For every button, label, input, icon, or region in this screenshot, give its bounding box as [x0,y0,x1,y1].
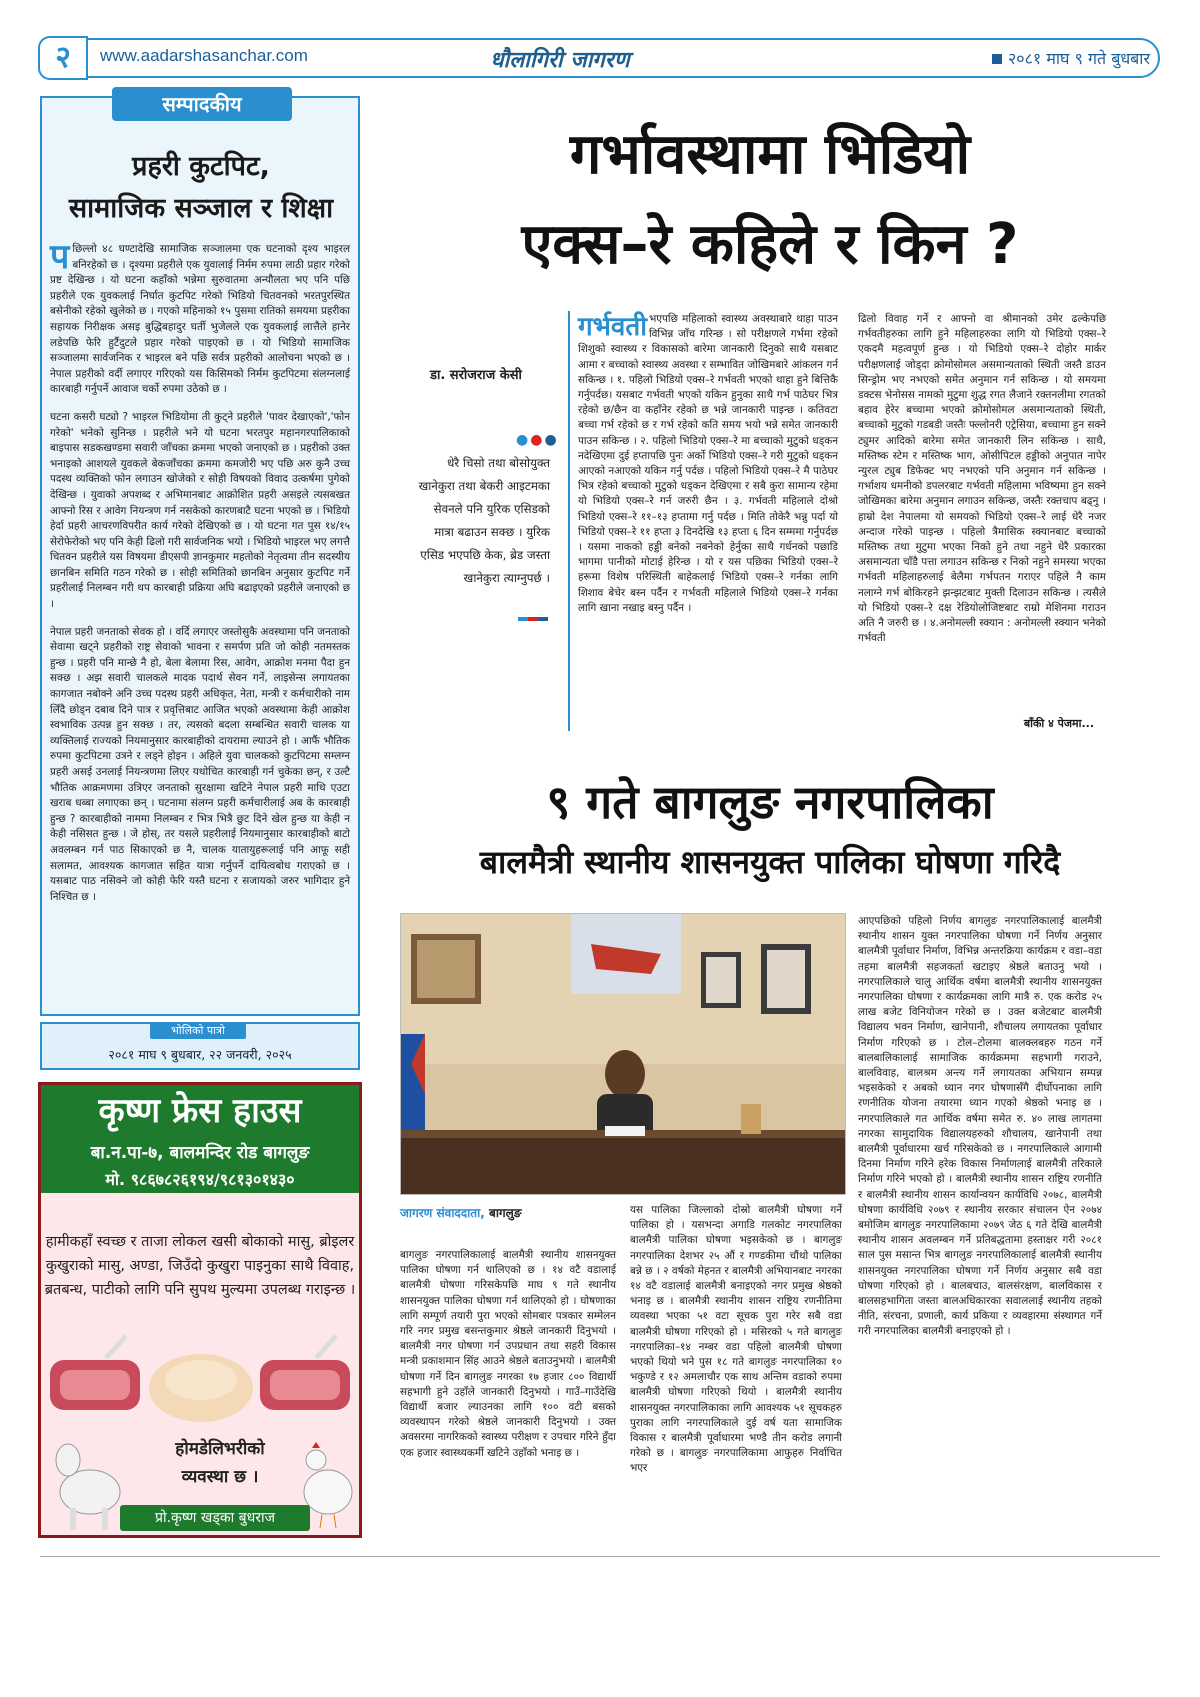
editorial-para-2: घटना कसरी घट्यो ? भाइरल भिडियोमा ती कुट्ने प्रहरीले 'पावर देखाएको','फोन गरेको' भनेको सुनिन्छ । प्रहरीले भने यो घटना भरतपुर महानगरपालिकाको बाइपास सडकखण्डमा सवारी जाँचका क्रममा भएको जनाएको छ । प्रहरीको उक्त भनाइको आशयले युवकले बेकजाँचका क्रममा कमजोरी भए पछि अरु कुनै उच्च पदस्थ व्यक्तिको फोन लगाउन खोजेको र सोही विषयको विवाद उत्कर्षमा पुगेको देखिन्छ । युवाको अपशब्द र अभिमानबाट आक्रोशित प्रहरी असइले त्यसबखत आफ्नो रिस र आवेग नियन्त्रण गर्न नसकेको कारणबाटै घटना भएको छ । भिडियो हेर्दा प्रहरी आचरणविपरीत कार्य गरेको देखिएको छ । यो घटना गत पुस १४/१५ सेरोफेरोको भए पनि केही ढिलो गरी सार्वजनिक भयो । भिडियो भाइरल भए लगत्तै चितवन प्रहरीले यस विषयमा डीएसपी ज्ञानकुमार महतोको नेतृत्वमा तीन सदस्यीय छानबिन समिति गठन गरेको छ । सोही समितिको छानबिन अनुसार कुटपिट गर्ने प्रहरीलाई निलम्बन गरी थप कारबाही प्रक्रिया अघि बढाइएको प्रहरीले जनाएको छ । [50,410,350,611]
article2-subheadline: बालमैत्री स्थानीय शासनयुक्त पालिका घोषणा गरिदै [479,843,1061,881]
footer-rule [40,1556,1160,1557]
ad-service-line1: होमडेलिभरीको [175,1439,265,1459]
goat-image [46,1430,126,1534]
continued-link[interactable]: बाँकी ४ पेजमा... [1023,717,1094,730]
calendar-tag: भोलिको पात्रो [150,1023,246,1039]
article1-pullquote: धेरै चिसो तथा बोसोयुक्त खानेकुरा तथा बेकरी आइटमका सेवनले पनि युरिक एसिडको मात्रा बढाउन सक्छ । युरिक एसिड भएपछि केक, ब्रेड जस्ता खानेकुरा त्याग्नुपर्छ । [418,456,550,585]
article2-headline: ९ गते बागलुङ नगरपालिका [546,775,994,829]
page-number: २ [38,36,88,80]
article1-author: डा. सरोजराज केसी [430,368,522,383]
article1-column-1 [578,312,838,616]
ad-address: बा.न.पा-७, बालमन्दिर रोड बागलुङ [90,1143,310,1163]
meat-products-image [46,1330,354,1430]
calendar-text: २०८१ माघ ९ बुधबार, २२ जनवरी, २०२५ [108,1047,292,1062]
article2-column-1: बागलुङ नगरपालिकालाई बालमैत्री स्थानीय शासनयुक्त पालिका घोषणा गर्न थालिएको छ । १४ वटै वडालाई बालमैत्री घोषणा गरिसकेपछि माघ ९ गते स्थानीय शासनयुक्त पालिका घोषणा गर्न थालिएको हो । घोषणाका लागि सम्पूर्ण तयारी पुरा भएको सोमबार पत्रकार सम्मेलन गरि नगर प्रमुख बसन्तकुमार श्रेष्ठले जानकारी दिनुभयो । बालमैत्री नगर घोषणा गर्न उपप्रधान तथा सहरी विकास मन्त्री प्रकाशमान सिंह आउने श्रेष्ठले बताउनुभयो । बालमैत्री घोषणा गर्ने दिन बागलुङ नगरका १७ हजार ८०० विद्यार्थी सहभागी हुने उहाँले जानकारी दिनुभयो । गाउँ–गाउँदेखि विद्यार्थी बजार ल्याउनका लागि १०० वटी बसको व्यवस्थापन गरेको श्रेष्ठले जानकारी दिनुभयो । उक्त अवसरमा नागरिकको स्वास्थ्य परीक्षण र उपचार गरिने हुँदा एक हजार स्वास्थ्यकर्मी खटिने उहाँको भनाइ छ । [400,1249,616,1459]
editorial-body [50,237,350,917]
header-date-text: २०८१ माघ ९ गते बुधबार [1007,49,1150,68]
article1-headline-line1: गर्भावस्थामा भिडियो [569,122,971,187]
editorial-tag: सम्पादकीय [112,87,292,121]
editorial-para-1 [50,237,350,398]
article2-photo [400,913,846,1195]
ad-owner: प्रो.कृष्ण खड्का बुधराज [120,1505,310,1531]
ad-shop-name: कृष्ण फ्रेस हाउस [98,1091,302,1131]
dropcap: प [50,237,70,277]
correspondent-place: बागलुङ [488,1206,522,1220]
article1-headline-line2: एक्स–रे कहिले र किन ? [521,212,1019,277]
ad-description: हामीकहाँ स्वच्छ र ताजा लोकल खसी बोकाको मासु, ब्रोइलर कुखुराको मासु, अण्डा, जिउँदो कुखुरा पाइनुका साथै विवाह, ब्रतबन्ध, पाटीको लागि पनि सुपथ मुल्यमा उपलब्ध गराइन्छ । [44,1234,356,1298]
website-url[interactable]: www.aadarshasanchar.com [100,46,308,65]
article1-column-2: ढिलो विवाह गर्ने र आफ्नो वा श्रीमानको उमेर ढल्केपछि गर्भवतीहरुका लागि हुने महिलाहरुका लागि यो भिडियो एक्स–रे एकदमै महत्वपूर्ण हुन्छ । यो भिडियो एक्स–रे दोहोर मार्कर परीक्षणलाई जोड्दा क्रोमोसोमल असमान्यताको स्थिती जस्तै डाउन सिन्ड्रोम भए नभएको समेत अनुमान गर्न सकिन्छ । यो समयमा डक्टस भेनोसस नामको मुटुमा शुद्ध रगत लैजाने रक्तनलीमा रगतको बहाव हेरेर बच्चामा भएको क्रोमोसोमल असमान्यताको स्थिती, बच्चाको मुटुको गडबडी जस्तैः फ्ल्लोनरी एट्रेसिया, बच्चामा हुन सक्ने ट्युमर आदिको बारेमा समेत जानकारी लिन सकिन्छ । साथै, मस्तिष्क स्टेम र मस्तिष्क भाग, ओसीपिटल हड्डीको अनुपात नापेर न्युरल ट्युब डिफेक्ट भए नभएको पनि अनुमान गर्न सकिन्छ । गर्भाशय धमनीको डपलरबाट गर्भवती महिलामा भविष्यमा हुन सक्ने जोखिमका बारेमा अनुमान लगाउन सकिन्छ, जस्तैः रक्तचाप बढ्नु । हाम्रो देश नेपालमा यो समयको भिडियो एक्स–रे लाई धेरै नजर अन्दाज गरेको पाइन्छ । पहिलो त्रैमासिक स्क्यानबाट बच्चाको मस्तिष्क तथा मुटुमा भएका निको हुने तथा नहुने धेरै प्रकारका असमान्यता चाँडै पत्ता लगाउन सकिन्छ र निको नहुने समस्या भएका गर्भवती महिलाहरुलाई बेलैमा गर्भपतन गराएर पहिले नै काम नलाग्ने गर्भ बोकिरहने झन्झटबाट मुक्ती दिलाउन सकिन्छ । त्यसैले यो भिडियो एक्स–रे दक्ष रेडियोलोजिष्टबाट राम्रो मेशिनमा गराउन अति नै जरुरी छ । ४.अनोमल्ली स्क्यान : अनोमल्ली स्क्यान भनेको गर्भवती [858,313,1106,645]
editorial-para-3: नेपाल प्रहरी जनताको सेवक हो । वर्दि लगाएर जस्तोसुकै अवस्थामा पनि जनताको सेवामा खट्ने प्रहरीको राष्ट्र सेवाको भावना र समर्पण प्रति जो कोही नतमस्तक हुन्छ । प्रहरी पनि मान्छे नै हो, बेला बेलामा रिस, आवेग, आक्रोश मनमा पैदा हुन सक्छ । अझ सवारी चालकले मादक पदार्थ सेवन गर्ने, लाइसेन्स लगायतका कागजात नबोक्ने अनि उच्च पदस्थ प्रहरी अधिकृत, नेता, मन्त्री र कर्मचारीको नाम लिँदै छोड्न दबाब दिने पात्र र प्रवृत्तिबाट आजित भएको अवस्थामा केही आक्रोश स्वभाविक उत्पन्न हुन सक्छ । तर, त्यसको बदला सम्बन्धित सवारी चालक या व्यक्तिलाई राज्यको नियमानुसार कारबाहीको दायरामा ल्याउने हो । आफैं भौतिक रुपमा कुटपिटमा उत्रने र लड्ने होइन । अहिले युवा चालकको कुटपिटमा सम्लग्न प्रहरी असई उनलाई नियन्त्रणमा लिएर यथोचित कारबाही गर्न चुकेका छन्, र उल्टै भौतिक आक्रमणमा उत्रिएर जनताको सुरक्षामा खटिने नेपाल प्रहरी माथि एउटा खराब धब्बा लगाएका छन् । घटनामा संलग्न प्रहरी कर्मचारीलाई अब के कारबाही हुन्छ ? कारबाहीको नाममा निलम्बन र भित्र भित्रै छुट दिने खेल हुन्छ या केही न केही नसिसत हुन्छ । जे होस्, तर यसले प्रहरीलाई नियमानुसार कारबाहीको बाटो अवलम्बन गर्न पाठ सिकाएको छ नै, चालक यातायुहरूलाई पनि आफू सही सलामत, आवश्यक कागजात सहित यात्रा गर्नुपर्ने दायित्वबोध गराएको छ । यसबाट पाठ नसिक्ने जो कोही फेरि यस्तै घटना र सजायको जरुर भागिदार हुने निश्चित छ । [50,625,350,903]
pullquote-dots: ●●● [516,432,559,448]
article2-column-3: आएपछिको पहिलो निर्णय बागलुङ नगरपालिकालाई बालमैत्री स्थानीय शासन युक्त नगरपालिका घोषणा गर्ने निर्णय अनुसार बालमैत्री पूर्वाधार निर्माण, विभिन्न अन्तरक्रिया कार्यक्रम र वडा–वडा तहमा बालमैत्री सहजकर्ता खटाइए श्रेष्ठले बताउनु भयो । नगरपालिकाले चालु आर्थिक वर्षमा बालमैत्री स्थानीय शासनयुक्त नगरपालिका घोषणा र कार्यक्रमका लागि मात्रै रु. एक करोड २५ लाख बजेट विनियोजन गरेको छ । उक्त बजेटबाट बालमैत्री विद्यालय भवन निर्माण, खानेपानी, शौचालय लगायतका पूर्वाधार निर्माण गरिएको छ । टोल–टोलमा बालक्लबहरु गठन गर्ने बालबालिकालाई सामाजिक कार्यक्रममा सहभागी गराउने, बालविवाह, बालश्रम अन्त्य गर्ने लगायतका अभियान सम्पन्न भइसकेको र अबको ध्यान नगर घोषणासँगै दीर्घोपनाका लागि रणनीतिक योजना तयारमा ध्यान गएको श्रेष्ठको भनाइ छ । नगरपालिकाले गत आर्थिक वर्षमा समेत रु. ४० लाख लागतमा नगरका सामुदायिक विद्यालयहरुको शौचालय, खानेपानी तथा बालमैत्री पूर्वाधारमा खर्च गरिसकेको छ । नगरपालिकाले आगामी दिनमा निर्माण गरिने हरेक विकास निर्माणलाई बालमैत्री तरिकाले निर्माण गरिने भएको हो । बालमैत्री स्थानीय शासन राष्ट्रिय रणनीति र बालमैत्री स्थानीय शासन कार्यान्वयन कार्यविधि २०७८, बालमैत्री घोषणा कार्यविधि २०७९ र स्थानीय सरकार संचालन ऐन २०७४ बमोजिम बागलुङ नगरपालिकामा २०७९ जेठ ६ गते देखि बालमैत्री स्थानीय शासन अवलम्बन गर्ने प्रतिबद्धतामा हस्ताक्षर गरी २०८१ साल पुस मसान्त भित्र बागलुङ नगरपालिकालाई बालमैत्री स्थानीय शासनयुक्त नगरपालिका घोषणा गर्ने निर्णय अनुसार सबै वडा घोषणा गरिएको हो । बालबचाउ, बालसंरक्षण, बालविकास र बालसहभागिता जस्ता बालअधिकारका सवाललाई स्थानीय तहको नीति, संरचना, प्रणाली, कार्य प्रकिया र व्यवहारमा संस्थागत गर्ने गरी नगरपालिका बालमैत्री बनाइएको हो । [858,915,1102,1338]
pullquote-rule [518,617,548,621]
editorial-title [46,146,356,230]
ad-phone: मो. ९८६७८२६१९४/९८१३०१४३० [105,1170,295,1189]
article1-headline [380,110,1160,290]
correspondent-name: जागरण संवाददाता, [400,1206,485,1220]
editorial-title-line1: प्रहरी कुटपिट, [132,151,270,182]
masthead: धौलागिरी जागरण [490,47,630,73]
article1-rule [568,311,570,731]
header-date [992,47,1150,69]
ad-service-line2: व्यवस्था छ । [181,1467,259,1487]
article2-column-2: यस पालिका जिल्लाको दोस्रो बालमैत्री घोषणा गर्ने पालिका हो । यसभन्दा अगाडि गलकोट नगरपालिका बालमैत्री पालिका घोषणा भइसकेको छ । बागलुङ नगरपालिका देशभर २५ औं र गण्डकीमा चौंथो पालिका बन्ने छ । २ वर्षको मेहनत र बालमैत्री अभियानबाट नगरका १४ वटै वडालाई बालमैत्री बनाइएको नगर प्रमुख श्रेष्ठको भनाइ छ । बालमैत्री स्थानीय शासन राष्ट्रिय रणनीतिमा व्यवस्था भएका ५१ वटा सूचक पुरा गरेर सबै वडा बालमैत्री घोषणा गरिएको हो । मसिरको ५ गते बागलुङ नगरपालिका–१४ नम्बर वडा पहिलो बालमैत्री घोषणा भएको थियो भने पुस १८ गते बागलुङ नगरपालिका १० भकुण्डे र १२ अमलाचौर एक साथ अन्तिम वडाको रुपमा बालमैत्री घोषणा गरिएको थियो । बालमैत्री स्थानीय शासनयुक्त नगरपालिकाका लागि आवश्यक ५१ सूचकहरु पुराका लागि नगरपालिकाले दुई वर्ष यता सामाजिक विकास र बालमैत्री पूर्वाधारमा भण्डै तीन करोड लगानी गरेको छ । बागलुङ नगरपालिकामा आफुहरु निर्वाचित भएर [630,1204,842,1475]
article1-col1-text: भएपछि महिलाको स्वास्थ्य अवस्थाबारे थाहा पाउन विभिन्न जाँच गरिन्छ । सो परीक्षणले गर्भमा रहेको शिशुको स्वास्थ्य र विकासको बारेमा जानकारी दिनुको साथै यसबाट आमा र बच्चाको स्वास्थ्य अवस्था र सम्भावित जोखिमबारे आंकलन गर्न सकिन्छ । १. पहिलो भिडियो एक्स–रे गर्भवती भएको थाहा हुने बित्तिकै गर्नुपर्दछ। यसबाट गर्भवती भएको यकिन हुनुका साथै गर्भ पाठेघर भित्र रहेको छ/छैन वा कहाँनेर रहेको छ भन्ने जानकारी पाइन्छ । कतिवटा बच्चा गर्भ रहेको छ र गर्भ रहेको कति समय भयो भन्ने समेत जानकारी पाउन सकिन्छ । २. पहिलो भिडियो एक्स–रे मा बच्चाको मुटुको धड्कन नदेखिएमा दुई हप्तापछि पुनः अर्को भिडियो एक्स–रे गरी मुटुको धड्कन आएको नआएको यकिन गर्नु पर्दछ । पहिलो भिडियो एक्स–रे मै पाठेघर भित्र रहेको बच्चाको मुटुको धड्कन देखिएमा र सबै कुरा सामान्य रहेमा यो भिडियो एक्स–रे गर्न जरुरी छैन । ३. गर्भवती महिलाले दोश्रो भिडियो एक्स–रे ११–१३ हप्तामा गर्नु पर्दछ । मिति तोकेरै भन्नु पर्दा यो भिडियो एक्स–रे ११ हप्ता ३ दिनदेखि १३ हप्ता ६ दिन सम्ममा गर्नुपर्दछ । यसमा नाकको हड्डी बनेको नबनेको हेर्नुका साथै गर्धनको पछाडि भागमा पानीको मोटाई हेरिन्छ । यो र यस पछिका भिडियो एक्स–रे हरूमा विशेष परिस्थिती बाहेकलाई भिडियो एक्स–रे गर्नका लागि शिशाव बेचेर बस्न पर्दैन र गर्भवती महिलाले भिडियो एक्स–रे गर्नका लागि खाना नखाइ बस्नु पर्दैन । [578,313,838,614]
article2-correspondent [400,1204,521,1221]
office-photo-illustration [401,914,846,1195]
editorial-para-1-text: छिल्लो ४८ घण्टादेखि सामाजिक सञ्जालमा एक घटनाको दृश्य भाइरल बनिरहेको छ । दृश्यमा प्रहरीले एक युवालाई निर्मम रुपमा लाठी प्रहार गरेको प्रष्ट देखिन्छ । यो घटना कहाँको भन्नेमा सुरुवातमा अन्यौलता भए पनि पछि प्रहरीले एक युवकलाई निर्घात कुटपिट गरेको भिडियो चितवनको भरतपुरस्थित बसेनीको रहेको खुलेको छ । गएको महिनाको १५ पुसमा रातिको समयमा प्रहरीका सहायक निरीक्षक असइ बुद्धिबहादुर घर्ती भुजेलले एक युवकलाई लात्तैले हानेर लडेपछि फेरि हुर्टैदुटले प्रहार गरेको पाइएको छ । यो भिडियो सामाजिक सञ्जालमा सार्वजनिक र भाइरल बने पछि सर्वत्र प्रहरीको आलोचना भएको छ । नेपाल प्रहरीको वर्दी लगाएर गरिएको यस किसिमको निर्मम कुटपिटमा संलग्नलाई कारबाही गर्नुपर्ने आवाज चर्को रुपमा उठेको छ । [50,243,350,396]
editorial-title-line2: सामाजिक सञ्जाल र शिक्षा [68,193,334,224]
ad-home-delivery [140,1435,300,1491]
square-bullet-icon [992,54,1002,64]
article1-lead-word: गर्भवती [578,312,647,342]
